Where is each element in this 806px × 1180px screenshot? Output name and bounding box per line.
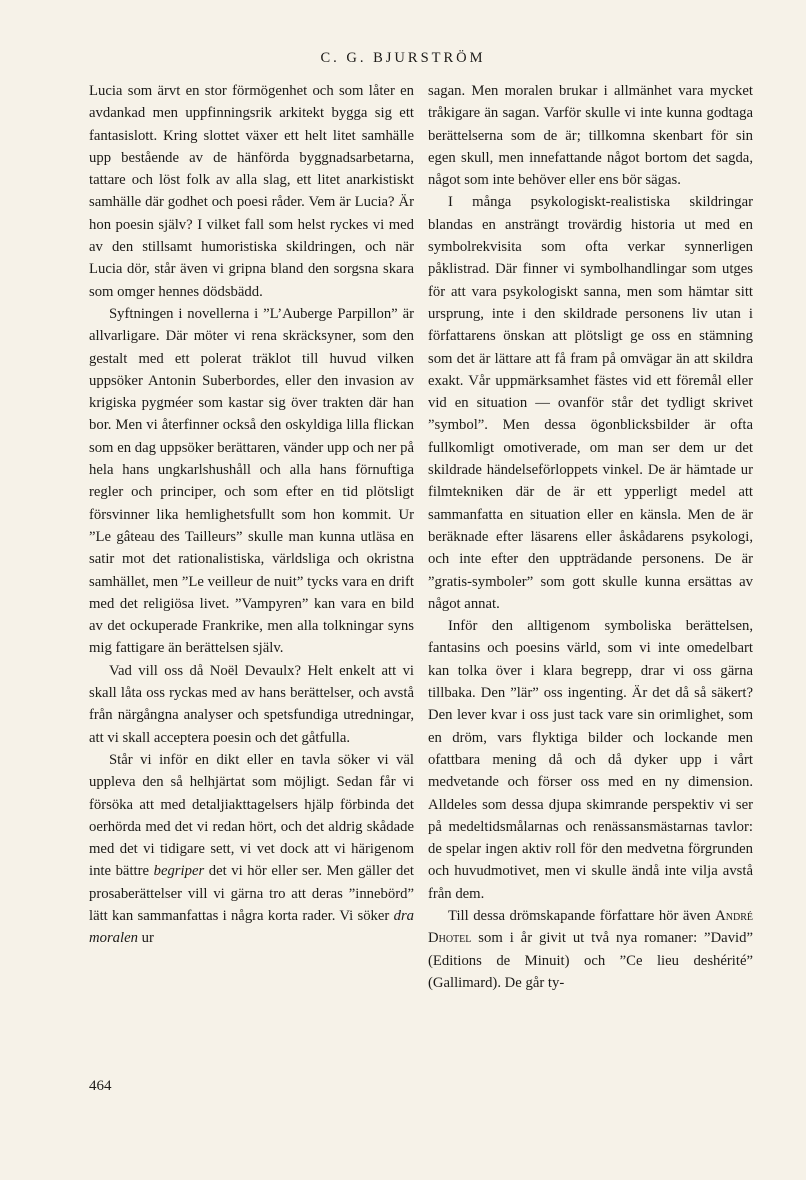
paragraph <box>428 905 753 994</box>
author-name: André Dhotel <box>428 907 753 947</box>
text-run: Till dessa drömskapande författare hör även <box>448 907 716 924</box>
paragraph: Inför den alltigenom symboliska berättelsen, fantasins och poesins värld, som vi inte omedelbart kan tolka över i klara begrepp, drar vi oss gärna tillbaka. Den ”lär” oss ingenting. Är det då så säkert? Den lever kvar i oss just tack vare sin orimlighet, som en dröm, vars flyktiga bilder och lockande men ofattbara mening då och då dyker upp i vårt medvetande och förser oss med en ny dimension. Alldeles som dessa djupa skimrande perspektiv vi ser på medeltidsmålarnas och renässansmästarnas tavlor: de spelar ingen aktiv roll för den medvetna förgrunden och huvudmotivet, men vi skulle ändå inte vilja avstå från dem. <box>428 618 753 902</box>
emphasis: dra moralen <box>89 907 414 947</box>
paragraph: I många psykologiskt-realistiska skildringar blandas en ansträngt trovärdig historia ut med en symbolrekvisita som ofta verkar synnerligen påklistrad. Där finner vi symbolhandlingar som utges för att vara psykologiskt sanna, men som hämtar sitt ursprung, inte i den skildrade personens liv utan i författarens önskan att plötsligt ge oss en stämning som det är lättare att få fram på omvägar än att skildra exakt. Vår uppmärksamhet fästes vid ett föremål eller vid en situation — ovanför står det tydligt skrivet ”symbol”. Men dessa ögonblicksbilder är ofta fullkomligt omotiverade, om man ser dem ur det skildrade händelseförloppets vinkel. De är hämtade ur filmtekniken där de är ett ypperligt medel att sammanfatta en situation eller en känsla. Men de är beräknade efter läsarens eller åskådarens psykologi, och inte efter den uppträdande personens. De är ”gratis-symboler” som gott skulle kunna ersättas av något annat. <box>428 194 753 612</box>
text-run: som i år givit ut två nya romaner: ”David” (Editions de Minuit) och ”Ce lieu deshérité” (Gallimard). De går ty- <box>428 930 753 991</box>
emphasis: begriper <box>153 863 205 880</box>
right-column <box>428 80 753 994</box>
text-run: ur <box>137 930 154 947</box>
text-run: Står vi inför en dikt eller en tavla söker vi väl uppleva den så helhjärtat som möjligt. Sedan får vi försöka att med detaljiakttagelsers hjälp förbinda det oerhörda med det vi redan hört, och det aldrig skådade med det vi tidigare sett, vi vet dock att vi härigenom inte bättre <box>89 751 414 880</box>
paragraph <box>89 749 414 950</box>
text-run: det vi hör eller ser. Men gäller det prosaberättelser vill vi gärna tro att deras ”innebörd” lätt kan sammanfattas i några korta rader. Vi söker <box>89 863 414 924</box>
running-header: C. G. BJURSTRÖM <box>320 50 486 66</box>
paragraph: sagan. Men moralen brukar i allmänhet vara mycket tråkigare än sagan. Varför skulle vi inte kunna godtaga berättelserna som de är; tillkomna skenbart för sin egen skull, men innefattande något bortom det sagda, något som inte behöver eller ens bör sägas. <box>428 83 753 189</box>
paragraph: Lucia som ärvt en stor förmögenhet och som låter en avdankad men uppfinningsrik arkitekt bygga sig ett fantasislott. Kring slottet växer ett helt litet samhälle upp bestående av de hänförda byggnadsarbetarna, tattare och löst folk av alla slag, ett litet anarkistiskt samhälle där godhet och poesi råder. Vem är Lucia? Är hon poesin själv? I vilket fall som helst ryckes vi med av den stillsamt humoristiska skildringen, och när Lucia dör, står även vi gripna bland den sorgsna skara som omger hennes dödsbädd. <box>89 83 414 300</box>
paragraph: Vad vill oss då Noël Devaulx? Helt enkelt att vi skall låta oss ryckas med av hans berättelser, och avstå från närgångna analyser och spetsfundiga utredningar, att vi skall acceptera poesin och det gåtfulla. <box>89 662 414 746</box>
page-number: 464 <box>89 1078 112 1094</box>
paragraph: Syftningen i novellerna i ”L’Auberge Parpillon” är allvarligare. Där möter vi rena skräcksyner, som den gestalt med ett polerat träklot till huvud vilken uppsöker Antonin Suberbordes, eller den invasion av krigiska pygméer som kastar sig över trakten där han bor. Men vi återfinner också den oskyldiga lilla flickan som en dag uppsöker berättaren, vänder upp och ner på hela hans ungkarlshushåll och alla hans förnuftiga regler och principer, och som efter en tid plötsligt försvinner lika hemlighetsfullt som hon kommit. Ur ”Le gâteau des Tailleurs” skulle man kunna utläsa en satir mot det rationalistiska, världsliga och okristna samhället, men ”Le veilleur de nuit” tycks vara en drift med det religiösa livet. ”Vampyren” kan vara en bild av det ockuperade Frankrike, men alla tolkningar syns mig fattigare än berättelsen själv. <box>89 305 414 657</box>
left-column <box>89 80 414 950</box>
